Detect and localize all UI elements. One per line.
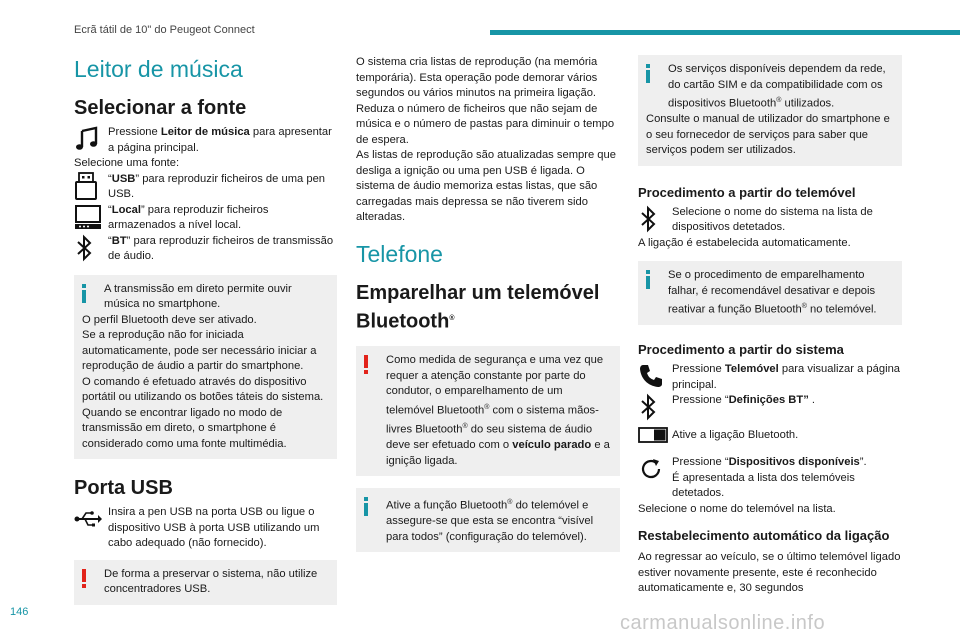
page-number: 146: [10, 606, 29, 618]
info-line: Quando se encontrar ligado no modo de transmissão em direto, o smartphone é considerado como uma fonte multimédia.: [82, 406, 287, 450]
info-line: O comando é efetuado através do dispositivo portátil ou utilizando os botões táteis do sistema.: [82, 375, 324, 403]
playlist-intro: O sistema cria listas de reprodução (na memória temporária). Esta operação pode demorar vários segundos ou vários minutos na primeira ligação.: [356, 56, 598, 99]
press-suffix: para visualizar a página principal.: [672, 363, 901, 391]
open-quote: “: [108, 172, 112, 185]
reconnect-para: Ao regressar ao veículo, se o último telemóvel ligado estiver novamente presente, este é reconhecido automaticamente e, 30 segundos: [638, 551, 901, 595]
info-text: [364, 495, 612, 545]
bluetooth-icon: [638, 205, 672, 233]
pair-heading-text: Emparelhar um telemóvel Bluetooth: [356, 281, 600, 333]
activate-bt-text: Ative a ligação Bluetooth.: [672, 428, 799, 441]
press-suffix: .: [808, 394, 816, 407]
playlist-reduce: Reduza o número de ficheiros que não sejam de música e o número de pastas para diminuir o tempo de espera.: [356, 102, 615, 146]
section-title-music-player: Leitor de música: [74, 56, 243, 82]
info-text: [646, 62, 894, 112]
info-icon: [646, 64, 650, 84]
refresh-icon: [638, 455, 672, 483]
info-box-pairing-fail: [638, 261, 902, 325]
phone-handset-icon: [638, 362, 672, 390]
info-box-visible: [356, 488, 620, 552]
proc-system-step-2: [638, 393, 902, 421]
music-player-label: Leitor de música: [160, 126, 250, 138]
open-quote: “: [108, 203, 112, 216]
proc-system-step-1: [638, 362, 902, 393]
local-label: Local: [111, 203, 141, 216]
warning-text: De forma a preservar o sistema, não utilize concentradores USB.: [104, 567, 318, 595]
usb-symbol-icon: [74, 505, 108, 533]
watermark: carmanualsonline.info: [620, 612, 826, 634]
warning-icon: [82, 569, 86, 588]
source-local: [74, 203, 337, 234]
heading-usb-port: Porta USB: [74, 477, 173, 499]
press-prefix: Pressione: [108, 126, 161, 138]
column-2: [356, 55, 620, 552]
music-note-icon: [74, 125, 108, 153]
info-line: Se a reprodução não for iniciada automaticamente, pode ser necessário iniciar a reprodução de áudio a partir do smartphone.: [82, 329, 317, 372]
info-text: [646, 268, 894, 318]
running-header: Ecrã tátil de 10" do Peugeot Connect: [74, 24, 255, 36]
playlist-update: As listas de reprodução são atualizadas sempre que desliga a ignição ou uma pen USB é ligada. O sistema de áudio memoriza estas listas, que são carregadas mais depressa se não tiverem sido alteradas.: [356, 149, 616, 223]
warning-box-usb: [74, 560, 337, 605]
press-prefix: Pressione “: [672, 394, 729, 407]
section-title-phone: Telefone: [356, 240, 443, 267]
proc-phone-auto: A ligação é estabelecida automaticamente.: [638, 236, 851, 249]
registered-mark: ®: [801, 303, 807, 311]
registered-mark: ®: [776, 97, 782, 104]
info-icon: [82, 284, 86, 304]
select-source-text: Selecione uma fonte:: [74, 157, 180, 169]
heading-proc-system: Procedimento a partir do sistema: [638, 342, 844, 358]
bluetooth-icon: [638, 393, 672, 421]
select-phone-text: Selecione o nome do telemóvel na lista.: [638, 502, 836, 515]
local-text: ” para reproduzir ficheiros armazenados a nível local.: [108, 203, 269, 231]
open-quote: “: [108, 234, 112, 247]
info-icon: [364, 497, 368, 517]
info-text-part: Os serviços disponíveis dependem da rede, do cartão SIM e da compatibilidade com os dispositivos Bluetooth: [668, 63, 886, 110]
press-suffix: ”.: [859, 456, 867, 469]
list-shown-text: É apresentada a lista dos telemóveis detetados.: [672, 471, 855, 500]
info-text-part: utilizados.: [781, 97, 835, 110]
warning-text-part: Como medida de segurança e uma vez que requer a atenção constante por parte do condutor, o emparelhamento de um telemóvel Bluetooth: [386, 354, 604, 417]
info-box-services: [638, 55, 902, 166]
warning-text: [364, 353, 612, 469]
heading-pair-phone: [356, 280, 620, 335]
usb-text: ” para reproduzir ficheiros de uma pen USB.: [108, 172, 326, 200]
heading-reconnect: Restabelecimento automático da ligação: [638, 528, 890, 544]
registered-mark: ®: [449, 314, 455, 322]
info-line: O perfil Bluetooth deve ser ativado.: [82, 313, 257, 326]
header-accent-bar: [490, 30, 960, 35]
proc-system-step-3: [638, 421, 902, 449]
press-prefix: Pressione: [672, 363, 725, 376]
registered-mark: ®: [484, 403, 490, 411]
info-text-part: no telemóvel.: [806, 303, 877, 316]
column-3: [638, 55, 902, 597]
usb-label: USB: [111, 172, 136, 185]
warning-box-pairing: [356, 346, 620, 476]
column-1: [74, 55, 337, 605]
bluetooth-icon: [74, 234, 108, 262]
vehicle-stopped-label: veículo parado: [512, 439, 592, 452]
warning-text-part: do seu sistema de áudio deve ser efetuado com o: [386, 423, 593, 452]
toggle-switch-icon: [638, 421, 672, 449]
info-text-part: Ative a função Bluetooth: [386, 499, 508, 512]
registered-mark: ®: [462, 422, 468, 430]
info-box-streaming: [74, 275, 337, 460]
proc-system-step-4: [638, 455, 902, 502]
source-bt: [74, 234, 337, 265]
warning-text-part: com o sistema mãos-livres Bluetooth: [386, 404, 599, 436]
info-icon: [646, 270, 650, 290]
phone-label: Telemóvel: [724, 363, 779, 376]
usb-drive-icon: [74, 172, 108, 200]
info-text-part: Se o procedimento de emparelhamento falhar, é recomendável desativar e depois reativar a função Bluetooth: [668, 269, 876, 316]
press-prefix: Pressione “: [672, 456, 729, 469]
warning-text-part: e a ignição ligada.: [386, 439, 610, 467]
info-line: A transmissão em direto permite ouvir música no smartphone.: [104, 282, 292, 310]
registered-mark: ®: [507, 499, 513, 507]
instruction-music-player: [74, 125, 337, 156]
bt-text: ” para reproduzir ficheiros de transmissão de áudio.: [108, 234, 334, 262]
proc-phone-step-text: Selecione o nome do sistema na lista de dispositivos detetados.: [672, 205, 873, 234]
info-text-part: do telemóvel e assegure-se que esta se encontra “visível para todos” (configuração do telemóvel).: [386, 499, 594, 543]
bt-label: BT: [111, 234, 127, 247]
heading-proc-phone: Procedimento a partir do telemóvel: [638, 184, 856, 200]
usb-para: Insira a pen USB na porta USB ou ligue o dispositivo USB à porta USB utilizando um cabo adequado (não fornecido).: [108, 506, 320, 549]
available-devices-label: Dispositivos disponíveis: [728, 456, 860, 469]
local-storage-icon: [74, 203, 108, 231]
usb-instruction: [74, 505, 337, 552]
proc-phone-step: [638, 205, 902, 236]
source-usb: [74, 172, 337, 203]
bt-settings-label: Definições BT”: [728, 394, 809, 407]
warning-icon: [364, 355, 368, 374]
press-suffix: para apresentar a página principal.: [108, 126, 332, 154]
info-text: Consulte o manual de utilizador do smartphone e o seu fornecedor de serviços para saber que serviços podem ser utilizados.: [646, 113, 890, 157]
heading-select-source: Selecionar a fonte: [74, 97, 247, 119]
